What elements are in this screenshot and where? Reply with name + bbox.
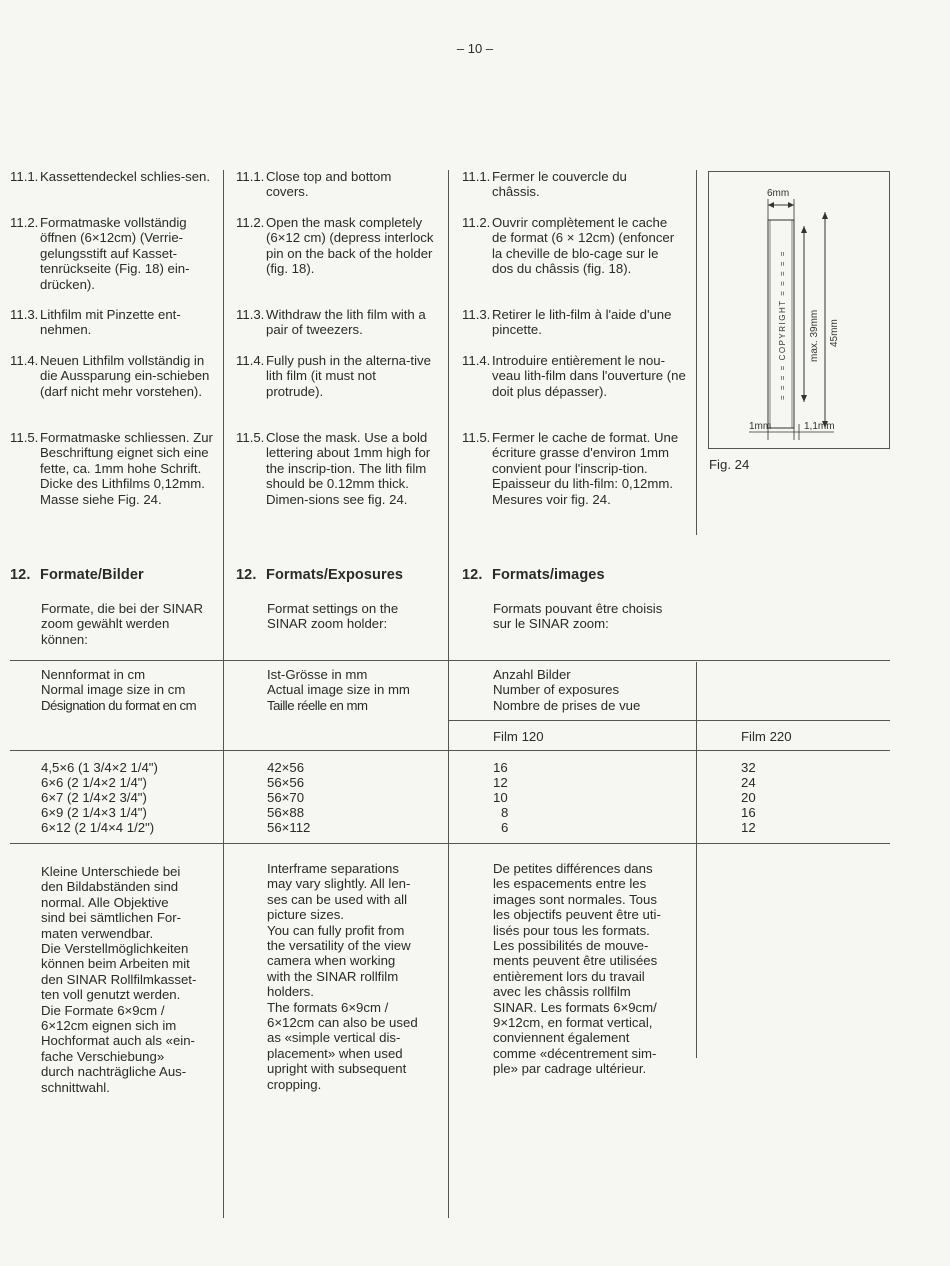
step-en-2: 11.2. Open the mask completely (6×12 cm) (depress interlock pin on the back of the holder (fig. 18). xyxy=(236,215,434,277)
dim-inner-label: max. 39mm xyxy=(809,309,820,362)
section-heading-en: 12. Formats/Exposures xyxy=(236,567,404,583)
step-de-3: 11.3. Lithfilm mit Pinzette ent-nehmen. xyxy=(10,307,181,338)
dim-top-label: 6mm xyxy=(767,188,790,199)
column-divider xyxy=(696,170,697,535)
figure-24 xyxy=(708,171,890,449)
section-intro-de: Formate, die bei der SINAR zoom gewählt werden können: xyxy=(41,601,203,647)
cell-nominal-5: 6×12 (2 1/4×4 1/2") xyxy=(41,820,155,835)
notes-fr: De petites différences dans les espacements entre les images sont normales. Tous les objectifs peuvent être uti- lisés pour tous les formats. Les possibilités de mouve- ments peuvent être utilisées entièrement lors du travail avec les châssis rollfilm SINAR. Les formats 6×9cm/ 9×12cm, en format vertical, conviennent également comme «décentrement sim- ple» par cadrage ultérieur. xyxy=(493,861,661,1077)
cell-f120-4: 8 xyxy=(501,805,509,820)
cell-actual-5: 56×112 xyxy=(267,820,311,835)
table-mid-rule xyxy=(448,720,890,721)
column-divider xyxy=(696,662,697,1058)
cell-f220-3: 20 xyxy=(741,790,756,805)
strip-text: = = = = COPYRIGHT = = = = = xyxy=(778,250,787,400)
step-fr-2: 11.2. Ouvrir complètement le cache de format (6 × 12cm) (enfoncer la cheville de blo-cage sur le dos du châssis (fig. 18). xyxy=(462,215,675,277)
cell-f120-2: 12 xyxy=(493,775,508,790)
cell-actual-3: 56×70 xyxy=(267,790,305,805)
cell-actual-4: 56×88 xyxy=(267,805,305,820)
dim-bottom-left-label: 1mm xyxy=(749,421,772,432)
cell-actual-2: 56×56 xyxy=(267,775,305,790)
cell-nominal-3: 6×7 (2 1/4×2 3/4") xyxy=(41,790,147,805)
step-en-3: 11.3. Withdraw the lith film with a pair of tweezers. xyxy=(236,307,426,338)
cell-f220-1: 32 xyxy=(741,760,756,775)
step-fr-1: 11.1. Fermer le couvercle du châssis. xyxy=(462,169,627,200)
header-film-120: Film 120 xyxy=(493,729,544,744)
notes-de: Kleine Unterschiede bei den Bildabständen sind normal. Alle Objektive sind bei sämtlichen For- maten verwendbar. Die Verstellmöglichkeiten können beim Arbeiten mit den SINAR Rollfilmkasset- ten voll genutzt werden. Die Formate 6×9cm / 6×12cm eignen sich im Hochformat auch als «ein- fache Verschiebung» durch nachträgliche Aus- schnittwahl. xyxy=(41,864,197,1095)
step-en-5: 11.5. Close the mask. Use a bold lettering about 1mm high for the inscrip-tion. The lith film should be 0.12mm thick. Dimen-sions see fig. 24. xyxy=(236,430,431,507)
cell-f220-2: 24 xyxy=(741,775,756,790)
header-actual: Ist-Grösse in mm Actual image size in mm Taille réelle en mm xyxy=(267,667,410,713)
dim-bottom-right-label: 1,1mm xyxy=(804,421,835,432)
cell-f220-5: 12 xyxy=(741,820,756,835)
step-en-4: 11.4. Fully push in the alterna-tive lith film (it must not protrude). xyxy=(236,353,431,399)
cell-nominal-2: 6×6 (2 1/4×2 1/4") xyxy=(41,775,147,790)
cell-nominal-4: 6×9 (2 1/4×3 1/4") xyxy=(41,805,147,820)
step-fr-3: 11.3. Retirer le lith-film à l'aide d'une pincette. xyxy=(462,307,672,338)
section-heading-de: 12. Formate/Bilder xyxy=(10,567,144,583)
cell-f120-1: 16 xyxy=(493,760,508,775)
cell-nominal-1: 4,5×6 (1 3/4×2 1/4") xyxy=(41,760,158,775)
dim-outer-label: 45mm xyxy=(829,319,840,347)
header-nominal: Nennformat in cm Normal image size in cm Désignation du format en cm xyxy=(41,667,197,713)
header-count: Anzahl Bilder Number of exposures Nombre de prises de vue xyxy=(493,667,641,713)
step-en-1: 11.1. Close top and bottom covers. xyxy=(236,169,392,200)
film-mask-diagram xyxy=(709,172,889,448)
cell-f120-5: 6 xyxy=(501,820,509,835)
table-head-rule xyxy=(10,750,890,751)
step-de-4: 11.4. Neuen Lithfilm vollständig in die Aussparung ein-schieben (darf nicht mehr vorstehen). xyxy=(10,353,210,399)
section-intro-fr: Formats pouvant être choisis sur le SINAR zoom: xyxy=(493,601,663,632)
table-top-rule xyxy=(10,660,890,661)
notes-en: Interframe separations may vary slightly. All len- ses can be used with all picture sizes. You can fully profit from the versatility of the view camera when working with the SINAR rollfilm holders. The formats 6×9cm / 6×12cm can also be used as «simple vertical dis- placement» when used upright with subsequent cropping. xyxy=(267,861,418,1092)
section-intro-en: Format settings on the SINAR zoom holder: xyxy=(267,601,399,632)
step-fr-4: 11.4. Introduire entièrement le nou-veau lith-film dans l'ouverture (ne doit plus dépasser). xyxy=(462,353,686,399)
cell-f220-4: 16 xyxy=(741,805,756,820)
figure-caption: Fig. 24 xyxy=(709,457,750,472)
cell-actual-1: 42×56 xyxy=(267,760,305,775)
step-de-1: 11.1. Kassettendeckel schlies-sen. xyxy=(10,169,211,184)
table-bottom-rule xyxy=(10,843,890,844)
step-de-5: 11.5. Formatmaske schliessen. Zur Beschriftung eignet sich eine fette, ca. 1mm hohe Schrift. Dicke des Lithfilms 0,12mm. Masse siehe Fig. 24. xyxy=(10,430,213,507)
page-number: – 10 – xyxy=(456,41,494,56)
section-heading-fr: 12. Formats/images xyxy=(462,567,605,583)
header-film-220: Film 220 xyxy=(741,729,792,744)
cell-f120-3: 10 xyxy=(493,790,508,805)
step-de-2: 11.2. Formatmaske vollständig öffnen (6×12cm) (Verrie-gelungsstift auf Kasset-tenrückseite (Fig. 18) ein-drücken). xyxy=(10,215,190,292)
step-fr-5: 11.5. Fermer le cache de format. Une écriture grasse d'environ 1mm convient pour l'inscrip-tion. Epaisseur du lith-film: 0,12mm. Mesures voir fig. 24. xyxy=(462,430,679,507)
